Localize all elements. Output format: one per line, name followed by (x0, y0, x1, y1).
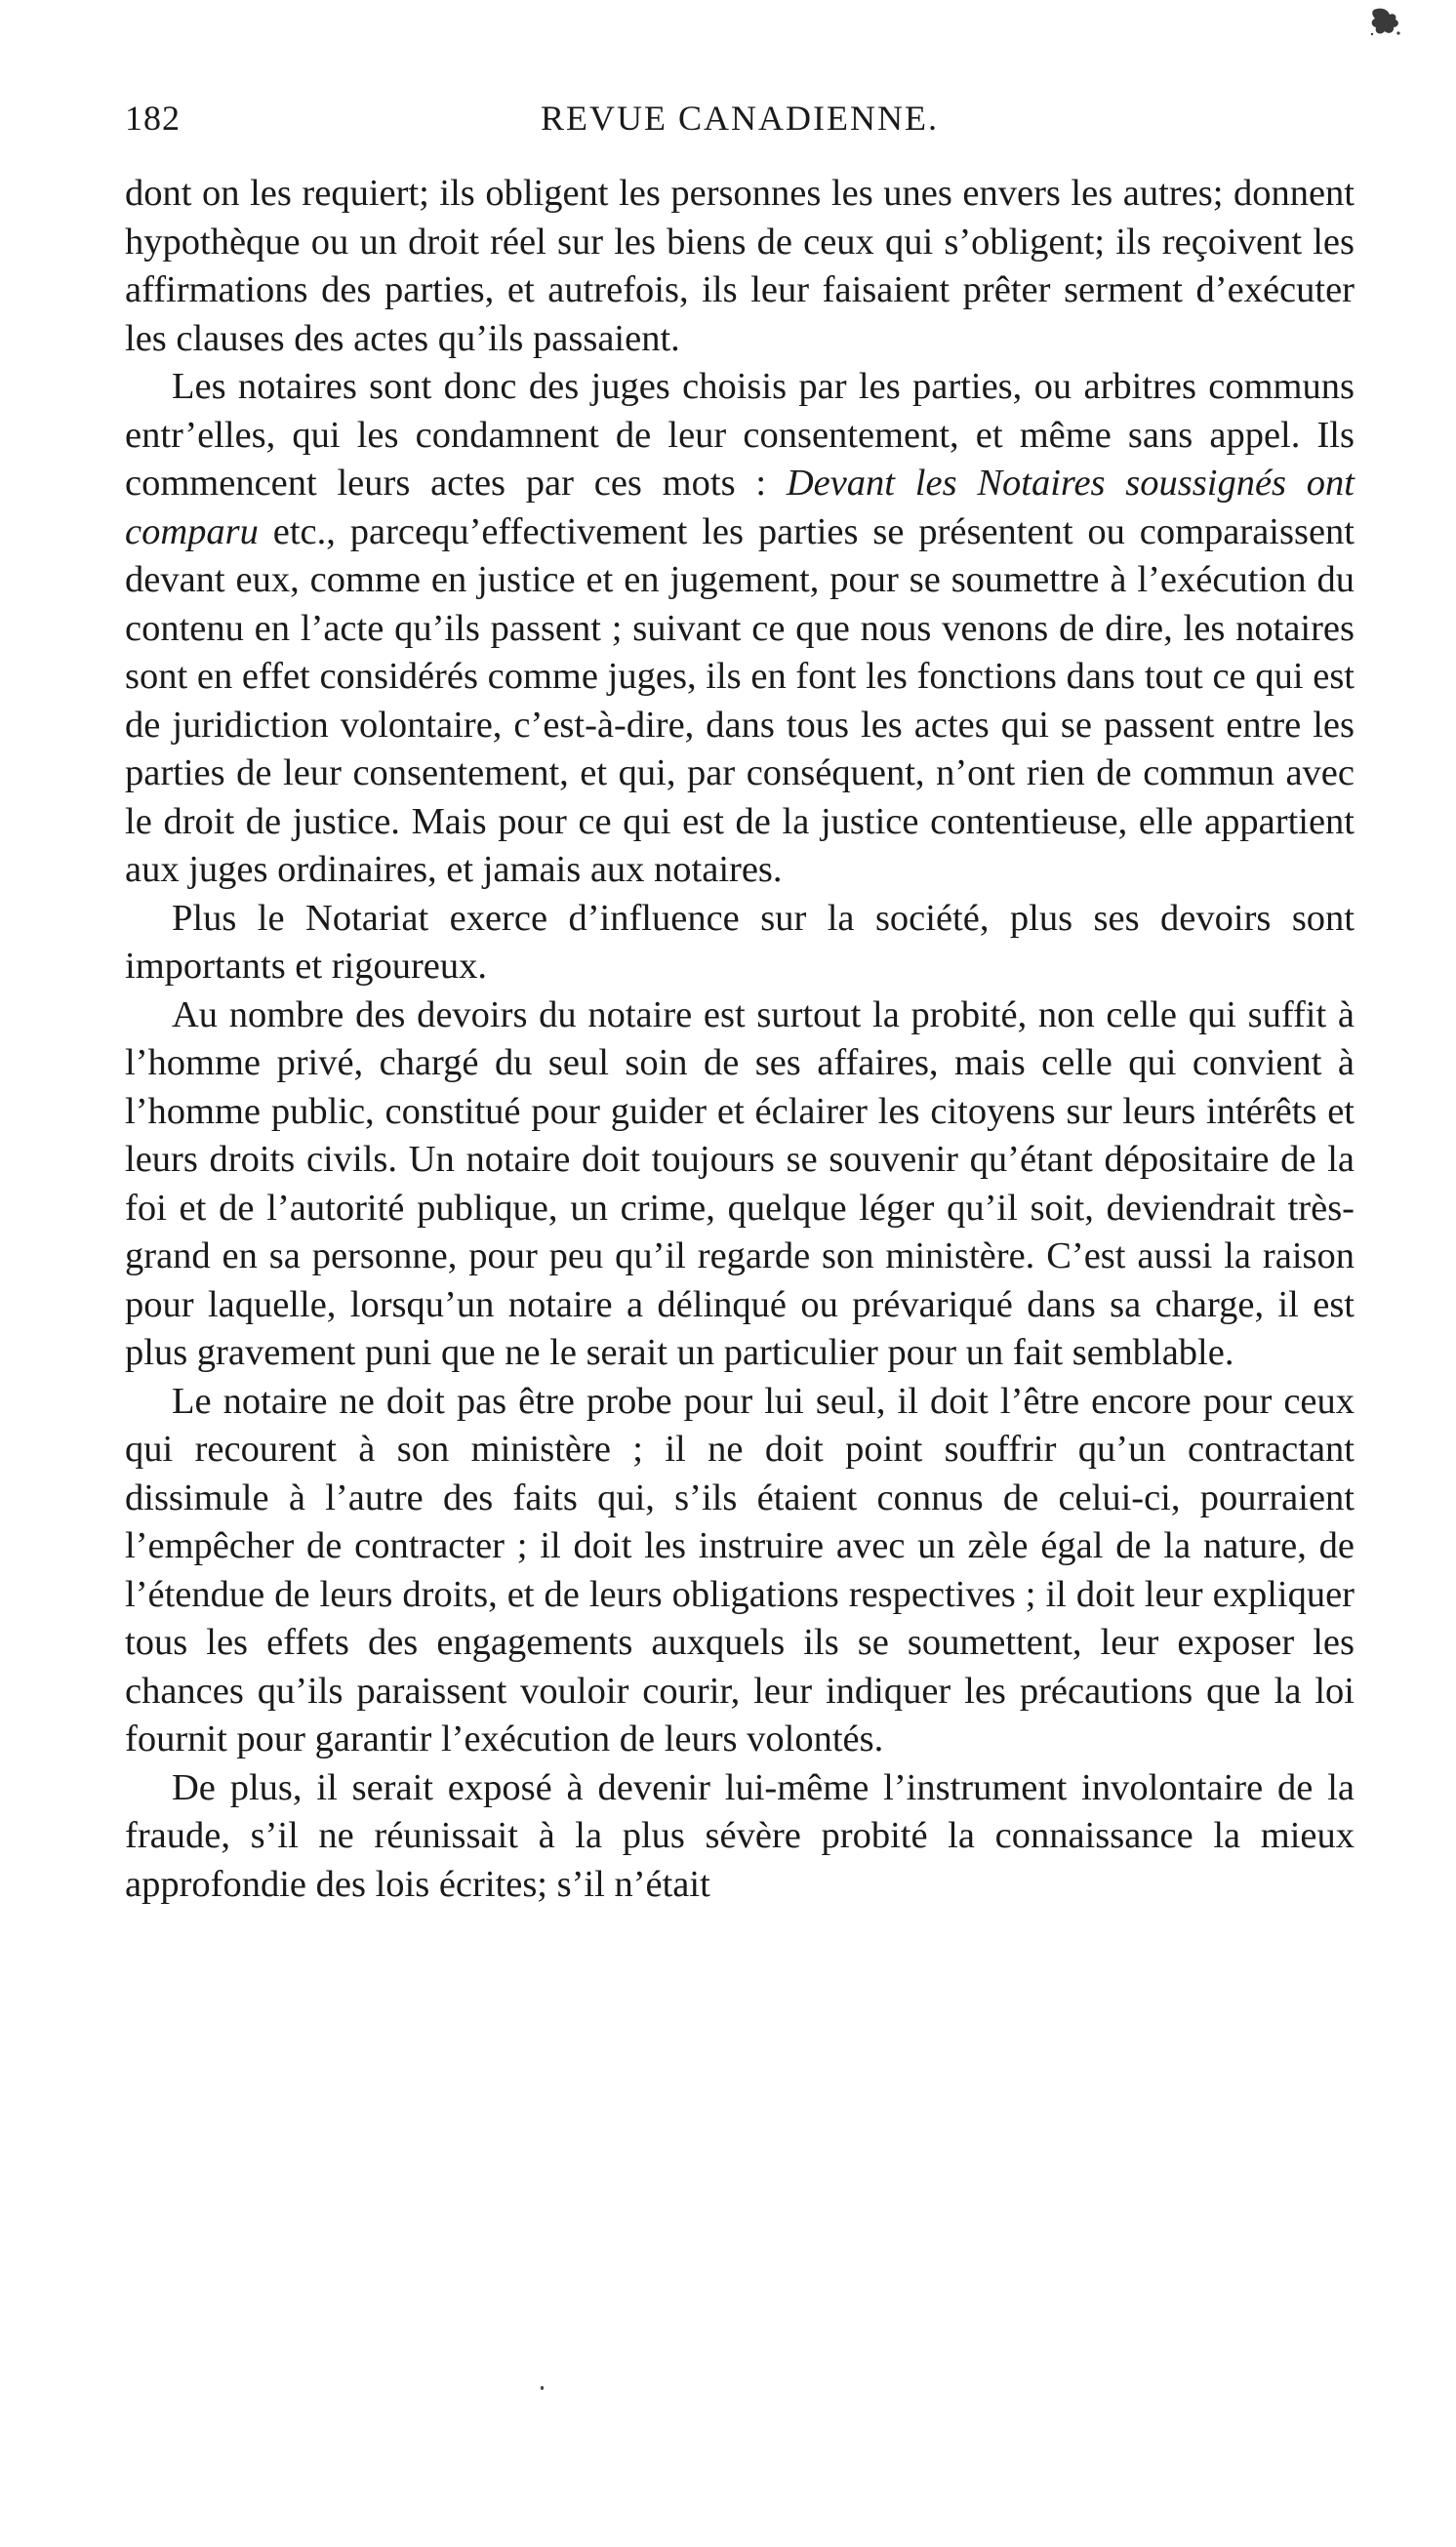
page-header (125, 90, 1355, 146)
ink-blot-mark (1368, 6, 1403, 39)
body-text (125, 170, 1355, 1909)
book-page (125, 90, 1355, 2432)
paragraph-notaires-juges (125, 363, 1355, 895)
italic-quotation: Devant les Notaires soussignés ont comparu (125, 463, 1355, 552)
paragraph-influence: Plus le Notariat exerce d’influence sur la société, plus ses devoirs sont importants et rigoureux. (125, 897, 1355, 987)
paragraph-fraude: De plus, il serait exposé à devenir lui-même l’instrument involontaire de la fraude, s’il ne réunissait à la plus sévère probité la connaissance la mieux approfondie des lois écrites; s’il n’était (125, 1766, 1355, 1905)
paragraph-probe: Le notaire ne doit pas être probe pour lui seul, il doit l’être encore pour ceux qui recourent à son ministère ; il ne doit point souffrir qu’un contractant dissimule à l’autre des faits qui, s’ils étaient connus de celui-ci, pourraient l’empêcher de contracter ; il doit les instruire avec un zèle égal de la nature, de l’étendue de leurs droits, et de leurs obligations respectives ; il doit leur expliquer tous les effets des engagements auxquels ils se soumettent, leur exposer les chances qu’ils paraissent vouloir courir, leur indiquer les précautions que la loi fournit pour garantir l’exécution de leurs volontés. (125, 1380, 1355, 1759)
paragraph-continued: dont on les requiert; ils obligent les personnes les unes envers les autres; donnent hypothèque ou un droit réel sur les biens de ceux qui s’obligent; ils reçoivent les affirmations des parties, et autrefois, ils leur faisaient prêter serment d’exécuter les clauses des actes qu’ils passaient. (125, 173, 1355, 359)
paragraph-probite: Au nombre des devoirs du notaire est surtout la probité, non celle qui suffit à l’homme privé, chargé du seul soin de ses affaires, mais celle qui convient à l’homme public, constitué pour guider et éclairer les citoyens sur leurs intérêts et leurs droits civils. Un notaire doit toujours se souvenir qu’étant dépositaire de la foi et de l’autorité publique, un crime, quelque léger qu’il soit, deviendrait très-grand en sa personne, pour peu qu’il regarde son ministère. C’est aussi la raison pour laquelle, lorsqu’un notaire a délinqué ou prévariqué dans sa charge, il est plus gravement puni que ne le serait un particulier pour un fait semblable. (125, 993, 1355, 1373)
paragraph-text-before: Les notaires sont donc des juges choisis par les parties, ou arbitres communs entr’elles, qui les condamnent de leur consentement, et même sans appel. Ils commencent leurs actes par ces mots : (125, 366, 1355, 504)
running-title: REVUE CANADIENNE. (541, 99, 939, 138)
stray-ink-dot (541, 2386, 544, 2390)
page-number: 182 (125, 99, 181, 138)
paragraph-text-after: etc., parcequ’effectivement les parties se présentent ou comparaissent devant eux, comme en justice et en jugement, pour se soumettre à l’exécution du contenu en l’acte qu’ils passent ; suivant ce que nous venons de dire, les notaires sont en effet considérés comme juges, ils en font les fonctions dans tout ce qui est de juridiction volontaire, c’est-à-dire, dans tous les actes qui se passent entre les parties de leur consentement, et qui, par conséquent, n’ont rien de commun avec le droit de justice. Mais pour ce qui est de la justice contentieuse, elle appartient aux juges ordinaires, et jamais aux notaires. (125, 510, 1355, 890)
